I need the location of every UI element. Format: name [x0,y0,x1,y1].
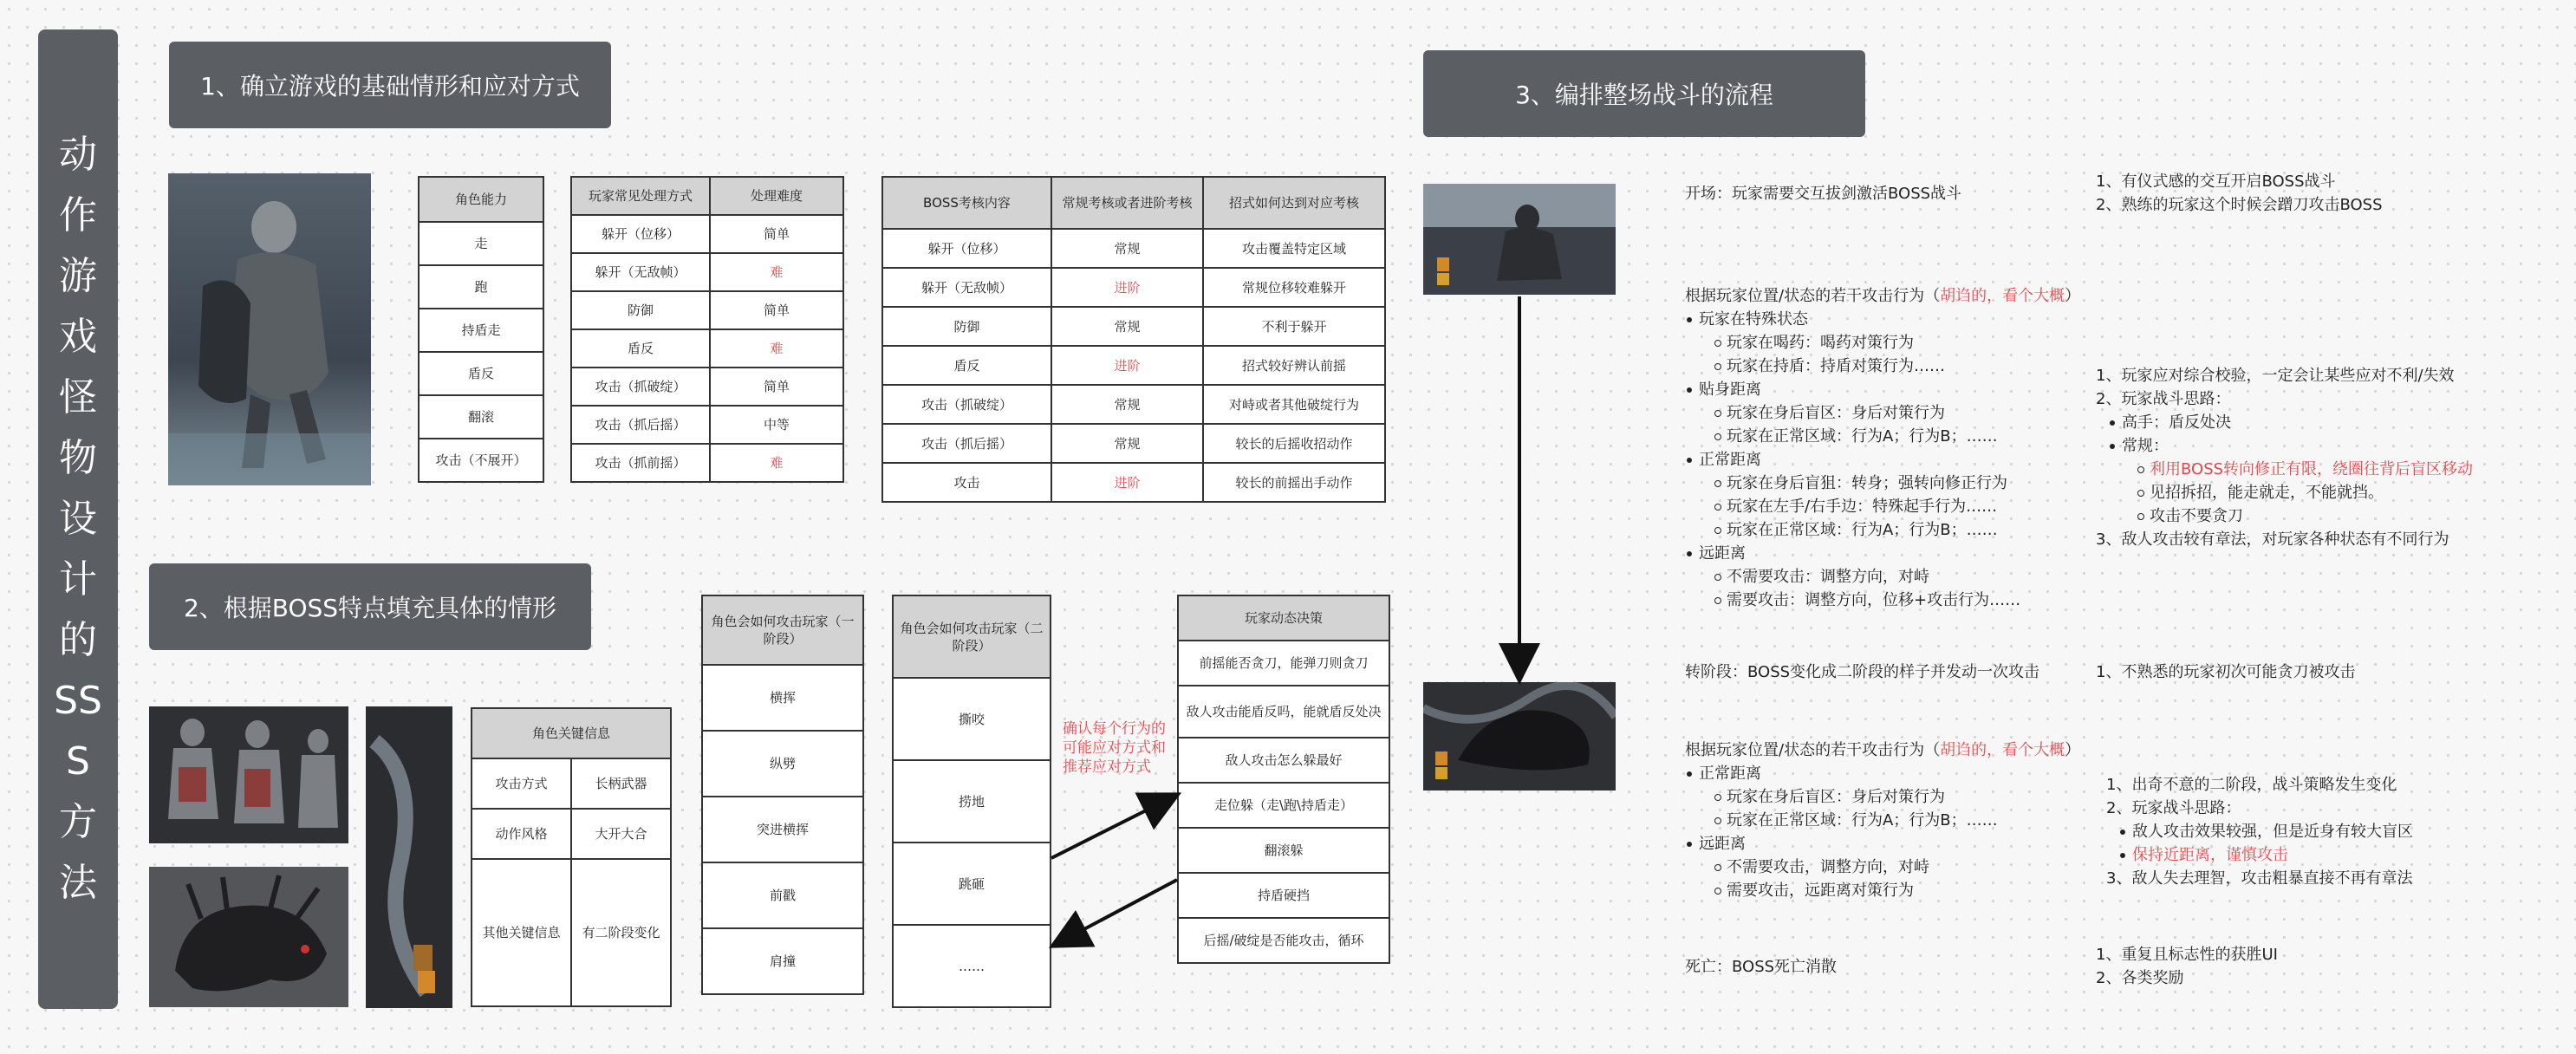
table-cell: 常规 [1051,385,1203,424]
table-cell: 进阶 [1051,346,1203,385]
table-cell: 翻滚躲 [1178,828,1389,873]
note-line: 3、敌人攻击较有章法，对玩家各种状态有不同行为 [2096,530,2449,549]
table-cell: 前摇能否贪刀，能弹刀则贪刀 [1178,641,1389,686]
table-cell: 常规位移较难躲开 [1203,268,1385,307]
table-cell: 躲开（位移） [882,229,1051,268]
list-subitem: 玩家在身后盲区：身后对策行为 [1685,401,2080,425]
flow-open-title: 开场：玩家需要交互拔剑激活BOSS战斗 [1685,185,1962,203]
table-cell: 突进横挥 [702,797,863,862]
table-cell: …… [893,925,1051,1007]
table-cell: 肩撞 [702,928,863,994]
list-subitem: 玩家在喝药：喝药对策行为 [1685,331,2080,355]
list-subitem: 玩家在持盾：持盾对策行为…… [1685,355,2080,378]
list-item: 玩家在特殊状态 [1685,308,2080,331]
phase2-header: 角色会如何攻击玩家（二阶段） [893,595,1051,678]
table-cell: 防御 [882,307,1051,346]
note-line: 2、各类奖励 [2096,969,2184,987]
player-decision-table [1177,595,1390,964]
list-subitem: 利用BOSS转向修正有限，绕圈往背后盲区移动 [2108,458,2473,481]
table-cell: 难 [710,329,843,368]
table-cell: 大开大合 [571,809,671,859]
table-cell: 翻滚 [419,395,543,439]
table-cell: 简单 [710,368,843,406]
table-cell: 长柄武器 [571,758,671,809]
table-cell: 防御 [571,291,710,329]
annotation-note: 确认每个行为的可能应对方式和推荐应对方式 [1063,720,1166,776]
note-line: 2、熟练的玩家这个时候会蹭刀攻击BOSS [2096,196,2383,214]
table-cell: 纵劈 [702,731,863,797]
table-cell: 攻击（抓破绽） [882,385,1051,424]
table-cell: 敌人攻击能盾反吗，能就盾反处决 [1178,686,1389,738]
heading-red-text: 胡诌的，看个大概 [1940,741,2065,759]
table-cell: 盾反 [419,352,543,395]
table-cell: 招式较好辨认前摇 [1203,346,1385,385]
heading-text: 根据玩家位置/状态的若干攻击行为（ [1685,287,1941,305]
boss-assessment-table [881,176,1386,503]
table-cell: 对峙或者其他破绽行为 [1203,385,1385,424]
table-cell: 进阶 [1051,268,1203,307]
table-cell: 躲开（无敌帧） [882,268,1051,307]
table-header: 常规考核或者进阶考核 [1051,177,1203,229]
table-cell: 前戳 [702,862,863,928]
note-line: 1、重复且标志性的获胜UI [2096,946,2278,964]
table-cell: 跑 [419,265,543,309]
table-cell: 进阶 [1051,463,1203,502]
section-1-header [169,42,611,128]
key-info-header: 角色关键信息 [472,708,671,758]
table-cell: 躲开（无敌帧） [571,253,710,291]
list-subitem: 不需要攻击，调整方向，对峙 [1685,856,2080,879]
list-item: 常规： [2108,434,2473,458]
table-cell: 有二阶段变化 [571,859,671,1006]
note-line: 1、玩家应对综合校验，一定会让某些应对不利/失效 [2096,367,2455,385]
arrow-back-to-attacks [1055,880,1177,945]
table-header: 玩家常见处理方式 [571,177,710,215]
table-cell: 攻击方式 [472,758,571,809]
table-cell: 后摇/破绽是否能攻击，循环 [1178,918,1389,963]
attack2-heading [1685,738,2080,762]
flow-death-notes [2096,943,2278,990]
table-cell: 攻击（抓破绽） [571,368,710,406]
list-subitem: 需要攻击，远距离对策行为 [1685,879,2080,902]
table-cell: 常规 [1051,424,1203,463]
flow-notes2 [2106,773,2413,890]
table-cell: 走 [419,222,543,265]
table-cell: 持盾走 [419,309,543,352]
list-item: 保持近距离，谨慎攻击 [2118,843,2413,867]
list-subitem: 需要攻击：调整方向，位移+攻击行为…… [1685,589,2080,612]
list-subitem: 玩家在正常区域：行为A；行为B；…… [1685,518,2080,542]
list-item: 正常距离 [1685,762,2080,785]
table-cell: 躲开（位移） [571,215,710,253]
heading-tail: ） [2065,287,2081,305]
note-line: 2、玩家战斗思路： [2106,799,2241,817]
section-3-header [1423,50,1865,137]
page-title: 动作游戏怪物设计的SSS方法 [54,133,102,905]
list-item: 远距离 [1685,832,2080,856]
table-cell: 捞地 [893,760,1051,843]
attack1-heading [1685,284,2080,308]
table-cell: 走位躲（走\跑\持盾走） [1178,783,1389,828]
list-subitem: 玩家在身后盲区：身后对策行为 [1685,785,2080,809]
player-handling-table [570,176,844,483]
phase1-attack-table [701,595,864,995]
section-2-title: 2、根据BOSS特点填充具体的情形 [183,594,557,622]
table-cell: 敌人攻击怎么躲最好 [1178,738,1389,783]
table-cell: 不利于躲开 [1203,307,1385,346]
table-cell: 盾反 [882,346,1051,385]
note-line: 3、敌人失去理智，攻击粗暴直接不再有章法 [2106,869,2413,888]
boss-armor-image [149,706,348,843]
table-cell: 其他关键信息 [472,859,571,1006]
boss-beast-image [149,867,348,1007]
list-subitem: 攻击不要贪刀 [2108,504,2473,528]
table-header: 招式如何达到对应考核 [1203,177,1385,229]
note-line: 1、有仪式感的交互开启BOSS战斗 [2096,172,2336,191]
table-cell: 简单 [710,291,843,329]
arrow-to-decision [1051,796,1175,858]
list-subitem: 玩家在身后盲狙：转身；强转向修正行为 [1685,472,2080,495]
flow-attack2 [1685,738,2080,902]
flow-attack1 [1685,284,2080,612]
page-title-bar [38,29,118,1009]
table-cell: 较长的前摇出手动作 [1203,463,1385,502]
flow-phase-title: 转阶段：BOSS变化成二阶段的样子并发动一次攻击 [1685,663,2040,681]
section-2-header [149,563,591,650]
table-cell: 跳砸 [893,843,1051,925]
table-header: BOSS考核内容 [882,177,1051,229]
table-cell: 难 [710,253,843,291]
table-cell: 中等 [710,406,843,444]
table-cell: 难 [710,444,843,482]
list-item: 高手：盾反处决 [2108,411,2473,434]
phase1-header: 角色会如何攻击玩家（一阶段） [702,595,863,665]
list-subitem: 玩家在左手/右手边：特殊起手行为…… [1685,495,2080,518]
table-cell: 攻击（不展开） [419,439,543,482]
list-item: 敌人攻击效果较强，但是近身有较大盲区 [2118,820,2413,843]
table-cell: 攻击（抓后摇） [882,424,1051,463]
list-subitem: 不需要攻击：调整方向，对峙 [1685,565,2080,589]
flow-open-notes [2096,170,2383,217]
key-info-table [471,707,672,1007]
table-cell: 动作风格 [472,809,571,859]
list-subitem: 见招拆招，能走就走，不能就挡。 [2108,481,2473,504]
list-subitem: 玩家在正常区域：行为A；行为B；…… [1685,809,2080,832]
section-3-title: 3、编排整场战斗的流程 [1515,81,1773,109]
table-cell: 横挥 [702,665,863,731]
knight-character-image [168,173,371,485]
table-cell: 常规 [1051,307,1203,346]
table-cell: 简单 [710,215,843,253]
table-cell: 攻击（抓前摇） [571,444,710,482]
table-cell: 撕咬 [893,678,1051,760]
section-1-title: 1、确立游戏的基础情形和应对方式 [200,72,580,101]
phase2-attack-table [892,595,1051,1008]
table-cell: 常规 [1051,229,1203,268]
table-cell: 较长的后摇收招动作 [1203,424,1385,463]
note-line: 2、玩家战斗思路： [2096,390,2231,408]
table-header: 处理难度 [710,177,843,215]
heading-text: 根据玩家位置/状态的若干攻击行为（ [1685,741,1941,759]
table-cell: 持盾硬挡 [1178,873,1389,918]
flow-phase-note: 1、不熟悉的玩家初次可能贪刀被攻击 [2096,663,2356,681]
ability-table [418,176,544,483]
opening-scene-image [1423,184,1616,295]
table-cell: 攻击覆盖特定区域 [1203,229,1385,268]
table-cell: 盾反 [571,329,710,368]
list-subitem: 玩家在正常区域：行为A；行为B；…… [1685,425,2080,448]
list-item: 正常距离 [1685,448,2080,472]
flow-death-title: 死亡：BOSS死亡消散 [1685,958,1838,976]
phase-change-scene-image [1423,682,1616,790]
list-item: 贴身距离 [1685,378,2080,401]
heading-tail: ） [2065,741,2081,759]
boss-gameplay-image [366,706,452,1008]
note-line: 1、出奇不意的二阶段，战斗策略发生变化 [2106,776,2397,794]
decision-header: 玩家动态决策 [1178,595,1389,641]
heading-red-text: 胡诌的，看个大概 [1940,287,2065,305]
table-cell: 攻击（抓后摇） [571,406,710,444]
list-item: 远距离 [1685,542,2080,565]
ability-table-header: 角色能力 [419,177,543,222]
table-cell: 攻击 [882,463,1051,502]
flow-notes1 [2096,364,2473,551]
